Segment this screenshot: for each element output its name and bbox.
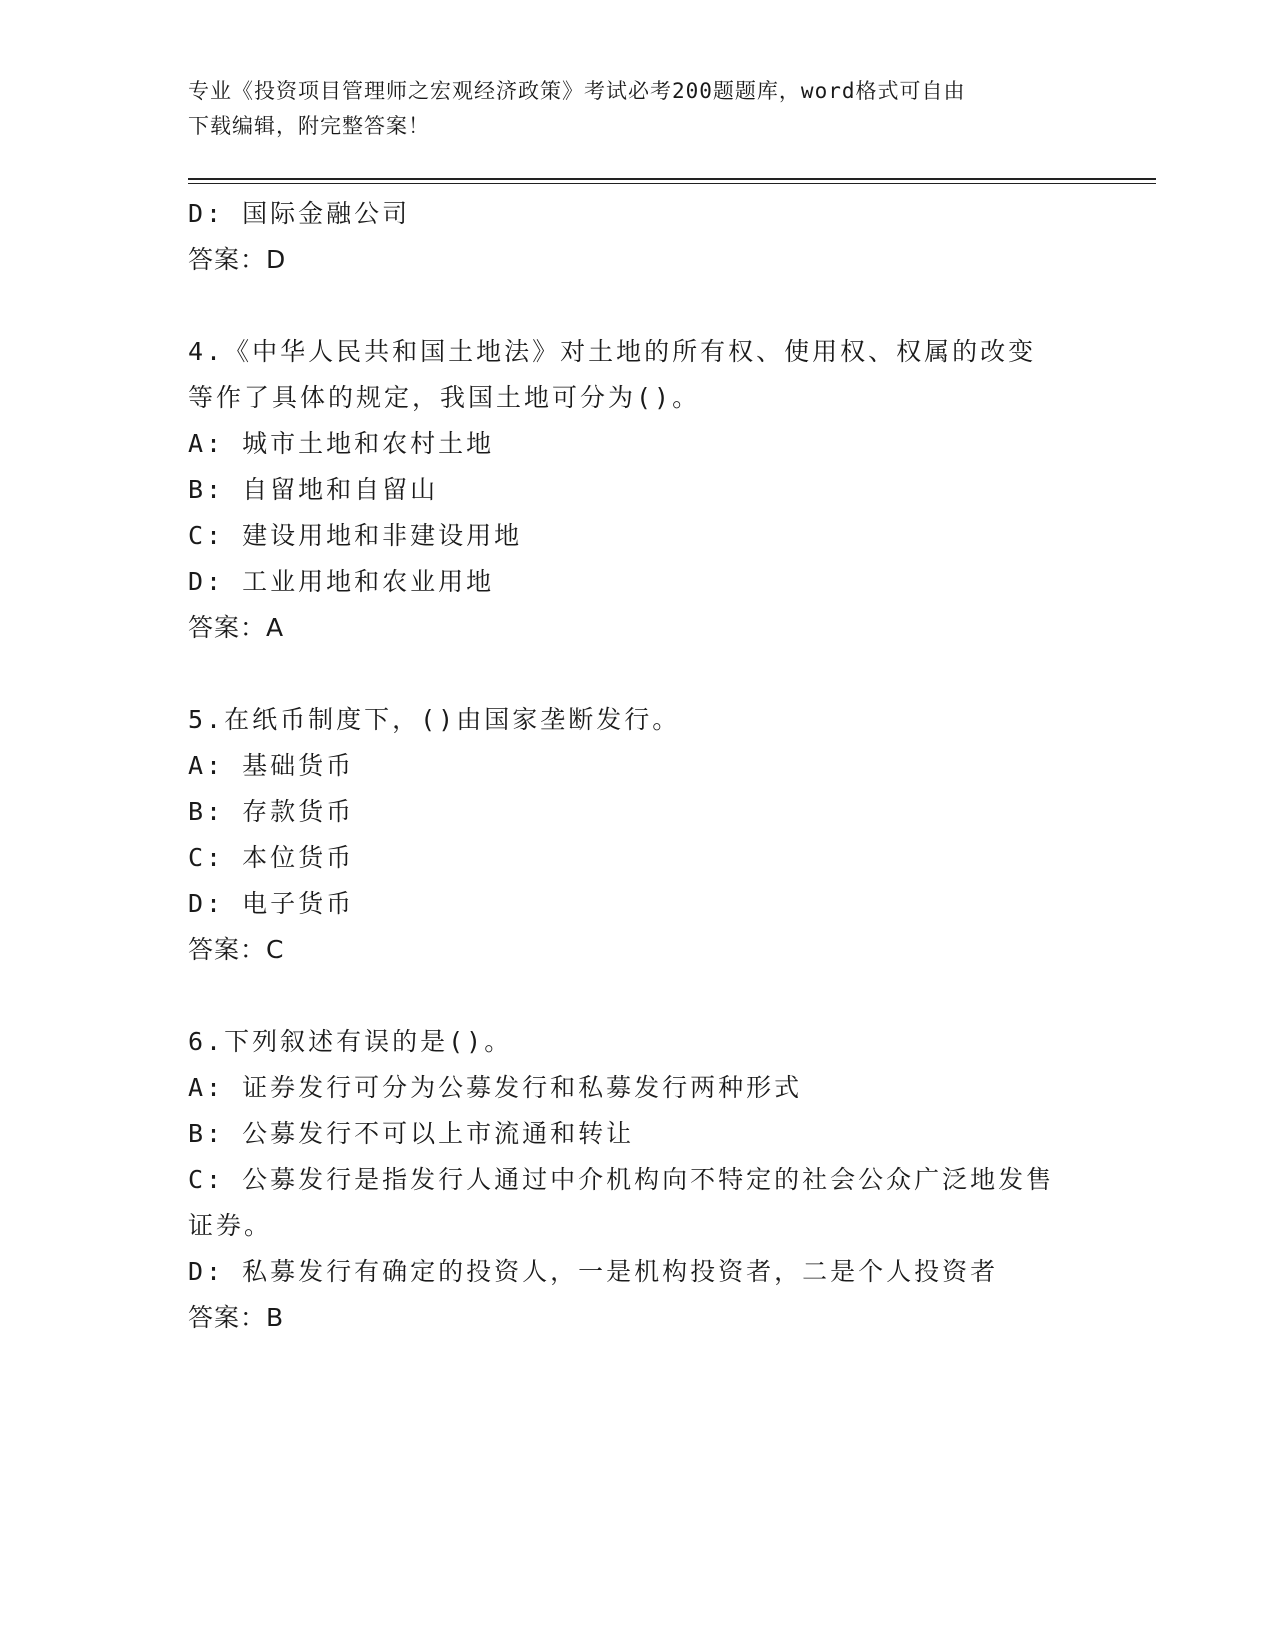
spacer bbox=[188, 651, 1088, 697]
question-6-option-d: D: 私募发行有确定的投资人，一是机构投资者，二是个人投资者 bbox=[188, 1257, 999, 1286]
question-5-stem-line-1: 5.在纸币制度下，()由国家垄断发行。 bbox=[188, 705, 681, 734]
question-6-answer: 答案：B bbox=[188, 1303, 285, 1332]
header-rule-thin bbox=[188, 183, 1156, 184]
question-4-stem-line-2: 等作了具体的规定，我国土地可分为()。 bbox=[188, 383, 701, 412]
question-5 bbox=[188, 697, 1088, 973]
question-6 bbox=[188, 1019, 1088, 1341]
spacer bbox=[188, 283, 1088, 329]
question-6-option-a: A: 证券发行可分为公募发行和私募发行两种形式 bbox=[188, 1073, 803, 1102]
spacer bbox=[188, 973, 1088, 1019]
question-5-answer: 答案：C bbox=[188, 935, 285, 964]
question-6-stem-line-1: 6.下列叙述有误的是()。 bbox=[188, 1027, 513, 1056]
question-4 bbox=[188, 329, 1088, 651]
question-5-option-a: A: 基础货币 bbox=[188, 751, 355, 780]
question-3-answer: 答案：D bbox=[188, 245, 287, 274]
header-rule-thick bbox=[188, 178, 1156, 180]
question-5-option-d: D: 电子货币 bbox=[188, 889, 355, 918]
question-4-option-d: D: 工业用地和农业用地 bbox=[188, 567, 495, 596]
question-6-option-c-line-1: C: 公募发行是指发行人通过中介机构向不特定的社会公众广泛地发售 bbox=[188, 1165, 1055, 1194]
question-5-option-b: B: 存款货币 bbox=[188, 797, 355, 826]
header-title-line-2: 下载编辑，附完整答案！ bbox=[188, 114, 430, 138]
question-4-option-c: C: 建设用地和非建设用地 bbox=[188, 521, 523, 550]
question-6-option-c-line-2: 证券。 bbox=[188, 1211, 273, 1240]
question-6-option-b: B: 公募发行不可以上市流通和转让 bbox=[188, 1119, 635, 1148]
question-3-option-d: D: 国际金融公司 bbox=[188, 199, 411, 228]
question-content bbox=[188, 191, 1088, 1341]
question-4-option-a: A: 城市土地和农村土地 bbox=[188, 429, 495, 458]
question-4-answer: 答案：A bbox=[188, 613, 285, 642]
question-3-tail bbox=[188, 191, 1088, 283]
question-4-option-b: B: 自留地和自留山 bbox=[188, 475, 439, 504]
header-title-line-1: 专业《投资项目管理师之宏观经济政策》考试必考200题题库，word格式可自由 bbox=[188, 79, 966, 103]
question-5-option-c: C: 本位货币 bbox=[188, 843, 355, 872]
question-4-stem-line-1: 4.《中华人民共和国土地法》对土地的所有权、使用权、权属的改变 bbox=[188, 337, 1037, 366]
page-header bbox=[188, 74, 1068, 144]
